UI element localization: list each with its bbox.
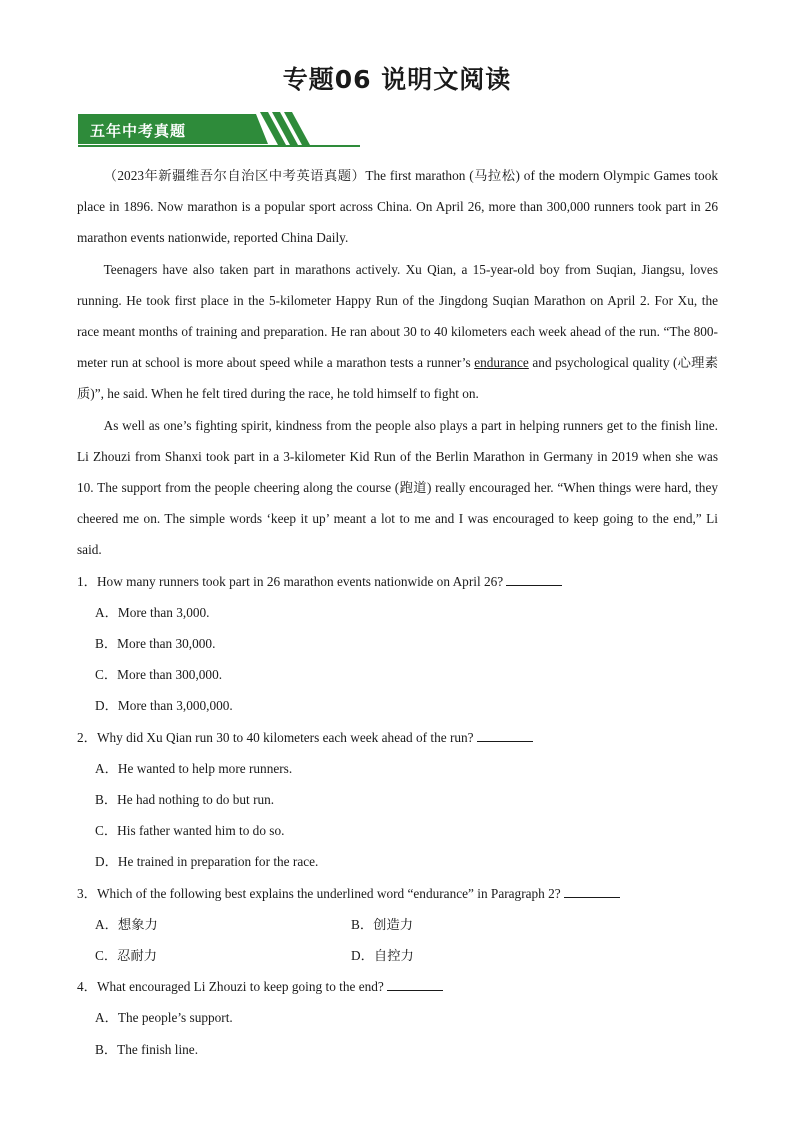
question-3 (77, 878, 718, 972)
option-a: A．想象力 (95, 916, 158, 932)
option-a: A．He wanted to help more runners. (95, 760, 293, 776)
stripes-decoration-icon (238, 112, 338, 146)
answer-blank (477, 729, 533, 742)
passage-paragraph-3: As well as one’s fighting spirit, kindness from the people also plays a part in helping runners get to the finish line. Li Zhouzi from Shanxi took part in a 3-kilometer Kid Run of the Berlin Marathon in Germany in 2019 when she was 10. The support from the people cheering along the course (跑道) really encouraged her. “When things were hard, they cheered me on. The simple words ‘keep it up’ meant a lot to me and I was encouraged to keep going to the end,” Li said. (77, 417, 718, 558)
document-body (77, 160, 718, 1065)
question-stem (77, 878, 718, 909)
question-stem (77, 722, 718, 753)
passage-paragraph-2 (77, 254, 718, 410)
page-title: 专题06 说明文阅读 (282, 65, 512, 94)
option-b: B．He had nothing to do but run. (95, 792, 275, 808)
underlined-word: endurance (474, 355, 529, 371)
question-stem (77, 971, 718, 1002)
question-stem-text: 2．Why did Xu Qian run 30 to 40 kilometers each week ahead of the run? (77, 729, 474, 745)
section-label: 五年中考真题 (90, 122, 187, 140)
question-4 (77, 971, 718, 1065)
passage-paragraph-2-text-after: and psychological quality (心理素质)”, he said. When he felt tired during the race, he told himself to fight on. (77, 355, 718, 402)
option-c: C．More than 300,000. (95, 667, 223, 683)
option-b: B．创造力 (351, 916, 414, 932)
option-row (95, 940, 718, 971)
option-b: B．More than 30,000. (95, 636, 216, 652)
option-d: D．He trained in preparation for the race. (95, 854, 319, 870)
section-underline (78, 145, 360, 147)
question-2 (77, 722, 718, 878)
question-stem-text: 1．How many runners took part in 26 marathon events nationwide on April 26? (77, 573, 504, 589)
passage-paragraph-1 (77, 160, 718, 254)
answer-blank (387, 978, 443, 991)
option-d: D．More than 3,000,000. (95, 698, 233, 714)
option-c: C．His father wanted him to do so. (95, 823, 285, 839)
question-1 (77, 566, 718, 722)
answer-blank (506, 573, 562, 586)
section-banner (78, 112, 360, 148)
question-stem (77, 566, 718, 597)
option-d: D．自控力 (351, 948, 414, 964)
option-a: A．More than 3,000. (95, 604, 210, 620)
passage-paragraph-2-text-before: Teenagers have also taken part in marathons actively. Xu Qian, a 15-year-old boy from Suqian, Jiangsu, loves running. He took first place in the 5-kilometer Happy Run of the Jingdong Suqian Marathon on April 2. For Xu, the race meant months of training and preparation. He ran about 30 to 40 kilometers each week ahead of the run. “The 800-meter run at school is more about speed while a marathon tests a runner’s (77, 261, 718, 371)
option-c: C．忍耐力 (95, 948, 158, 964)
passage-source: （2023年新疆维吾尔自治区中考英语真题） (103, 168, 366, 183)
question-stem-text: 4．What encouraged Li Zhouzi to keep going to the end? (77, 979, 384, 995)
answer-blank (564, 885, 620, 898)
option-b: B．The finish line. (95, 1041, 199, 1057)
option-a: A．The people’s support. (95, 1010, 233, 1026)
question-stem-text: 3．Which of the following best explains the underlined word “endurance” in Paragraph 2? (77, 885, 561, 901)
option-row (95, 909, 718, 940)
passage-paragraph-1-text: The first marathon (马拉松) of the modern Olympic Games took place in 1896. Now marathon is a popular sport across China. On April 26, more than 300,000 runners took part in 26 marathon events nationwide, reported China Daily. (77, 168, 719, 246)
